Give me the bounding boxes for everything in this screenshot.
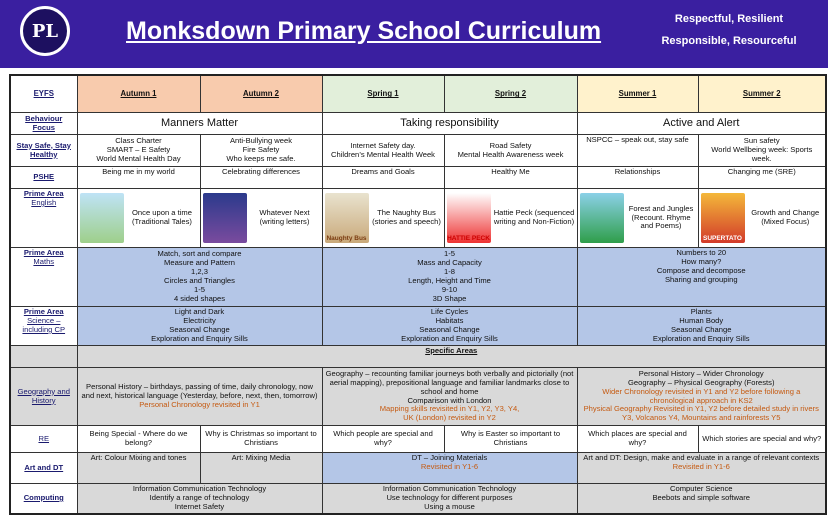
page-title: Monksdown Primary School Curriculum [126, 17, 602, 45]
row-stay-safe [10, 135, 826, 167]
geography-autumn [77, 368, 322, 426]
stay-safe-s2: Road Safety Mental Health Awareness week [444, 135, 577, 167]
row-maths [10, 248, 826, 307]
row-geography-history [10, 368, 826, 426]
row-label-english [10, 189, 77, 248]
col-summer-1: Summer 1 [577, 75, 698, 113]
book-cover-image [580, 193, 624, 243]
behaviour-autumn: Manners Matter [77, 113, 322, 135]
book-title: HATTIE PECK [447, 235, 490, 243]
prime-area-label: Prime Area [23, 248, 64, 257]
art-a1: Art: Colour Mixing and tones [77, 453, 200, 484]
maths-autumn: Match, sort and compare Measure and Pattern 1,2,3 Circles and Triangles 1-5 4 sided shapes [77, 248, 322, 307]
curriculum-table [9, 74, 827, 515]
header-row [10, 75, 826, 113]
pshe-u2: Changing me (SRE) [698, 167, 826, 189]
geography-spring-revisit: Mapping skills revisited in Y1, Y2, Y3, Y4, UK (London) revisited in Y2 [379, 404, 520, 423]
english-a1 [77, 189, 200, 248]
row-re [10, 426, 826, 453]
geography-spring-text: Geography – recounting familiar journeys both verbally and pictorially (not aerial mapping), prepositional language and familiar landmarks close to school and home Comparison with London [325, 368, 574, 405]
english-a2 [200, 189, 322, 248]
art-spring [322, 453, 577, 484]
row-science [10, 307, 826, 346]
row-label: Geography and History [10, 368, 77, 426]
prime-area-label: Prime Area [23, 189, 64, 198]
book-title: SUPERTATO [702, 235, 742, 243]
motto-line-1: Respectful, Resilient [674, 13, 784, 25]
stay-safe-u2: Sun safety World Wellbeing week: Sports week. [698, 135, 826, 167]
art-a2: Art: Mixing Media [200, 453, 322, 484]
re-a2: Why is Christmas so important to Christians [200, 426, 322, 453]
re-s1: Which people are special and why? [322, 426, 444, 453]
row-pshe [10, 167, 826, 189]
english-s2-text: Hattie Peck (sequenced writing and Non-Fiction) [493, 208, 575, 226]
book-cover-image [447, 193, 491, 243]
stay-safe-a1: Class Charter SMART – E Safety World Mental Health Day [77, 135, 200, 167]
pshe-u1: Relationships [577, 167, 698, 189]
school-logo [20, 6, 70, 56]
art-spring-text: DT – Joining Materials [411, 453, 488, 462]
row-label: Computing [10, 484, 77, 514]
computing-spring: Information Communication Technology Use technology for different purposes Using a mouse [322, 484, 577, 514]
stay-safe-u1: NSPCC – speak out, stay safe [577, 135, 698, 167]
col-summer-2: Summer 2 [698, 75, 826, 113]
row-behaviour [10, 113, 826, 135]
behaviour-summer: Active and Alert [577, 113, 826, 135]
book-cover-image [325, 193, 369, 243]
row-label: Stay Safe, Stay Healthy [10, 135, 77, 167]
pshe-s1: Dreams and Goals [322, 167, 444, 189]
english-u2 [698, 189, 826, 248]
subject-label: English [31, 197, 57, 207]
row-art-dt [10, 453, 826, 484]
subject-label: Science – including CP [22, 315, 66, 334]
specific-areas-heading: Specific Areas [77, 346, 826, 368]
geography-summer-text: Personal History – Wider Chronology Geography – Physical Geography (Forests) [628, 368, 775, 387]
english-u1-text: Forest and Jungles (Recount. Rhyme and Poems) [628, 203, 694, 231]
maths-summer: Numbers to 20 How many? Compose and decompose Sharing and grouping [577, 248, 826, 307]
row-label-maths [10, 248, 77, 307]
art-summer-text: Art and DT: Design, make and evaluate in a range of relevant contexts [583, 453, 820, 462]
re-u1: Which places are special and why? [577, 426, 698, 453]
geography-summer-revisit: Wider Chronology revisited in Y1 and Y2 before following a chronological approach in KS2 Physical Geography Revisited in Y1, Y2 before detailed study in rivers Y3, Volcanos Y4, Mountains and rainforests Y5 [583, 386, 819, 423]
art-summer [577, 453, 826, 484]
re-u2: Which stories are special and why? [698, 426, 826, 453]
science-autumn: Light and Dark Electricity Seasonal Change Exploration and Enquiry Sills [77, 307, 322, 346]
english-s1-text: The Naughty Bus (stories and speech) [372, 208, 441, 226]
english-u2-text: Growth and Change (Mixed Focus) [751, 208, 820, 226]
pshe-a2: Celebrating differences [200, 167, 322, 189]
header-banner [0, 0, 828, 68]
book-title: Naughty Bus [326, 235, 367, 243]
english-a2-text: Whatever Next (writing letters) [259, 208, 310, 226]
english-s2 [444, 189, 577, 248]
book-cover-image [80, 193, 124, 243]
col-autumn-2: Autumn 2 [200, 75, 322, 113]
computing-autumn: Information Communication Technology Identify a range of technology Internet Safety [77, 484, 322, 514]
specific-areas-spacer [10, 346, 77, 368]
maths-spring: 1-5 Mass and Capacity 1-8 Length, Height and Time 9-10 3D Shape [322, 248, 577, 307]
geography-autumn-revisit: Personal Chronology revisited in Y1 [139, 399, 260, 409]
book-cover-image [203, 193, 247, 243]
row-specific-areas [10, 346, 826, 368]
science-summer: Plants Human Body Seasonal Change Exploration and Enquiry Sills [577, 307, 826, 346]
row-label: Behaviour Focus [10, 113, 77, 135]
art-summer-revisit: Revisited in Y1-6 [672, 461, 730, 471]
re-a1: Being Special - Where do we belong? [77, 426, 200, 453]
behaviour-spring: Taking responsibility [322, 113, 577, 135]
art-spring-revisit: Revisited in Y1-6 [420, 461, 479, 471]
pshe-a1: Being me in my world [77, 167, 200, 189]
english-s1 [322, 189, 444, 248]
computing-summer: Computer Science Beebots and simple software [577, 484, 826, 514]
stay-safe-a2: Anti-Bullying week Fire Safety Who keeps me safe. [200, 135, 322, 167]
row-label-science [10, 307, 77, 346]
prime-area-label: Prime Area [23, 307, 64, 316]
col-spring-2: Spring 2 [444, 75, 577, 113]
row-computing [10, 484, 826, 514]
pshe-s2: Healthy Me [444, 167, 577, 189]
row-label: PSHE [10, 167, 77, 189]
col-autumn-1: Autumn 1 [77, 75, 200, 113]
motto-line-2: Responsible, Resourceful [661, 35, 797, 47]
geography-autumn-text: Personal History – birthdays, passing of time, daily chronology, now and next, historical language (Yesterday, before, next, then, tomorrow) [81, 382, 318, 401]
science-spring: Life Cycles Habitats Seasonal Change Exploration and Enquiry Sills [322, 307, 577, 346]
stay-safe-s1: Internet Safety day. Children’s Mental Health Week [322, 135, 444, 167]
book-cover-image [701, 193, 745, 243]
geography-spring [322, 368, 577, 426]
english-a1-text: Once upon a time (Traditional Tales) [132, 208, 192, 226]
re-s2: Why is Easter so important to Christians [444, 426, 577, 453]
subject-label: Maths [33, 256, 55, 266]
col-spring-1: Spring 1 [322, 75, 444, 113]
col-eyfs: EYFS [10, 75, 77, 113]
row-label: Art and DT [10, 453, 77, 484]
geography-summer [577, 368, 826, 426]
logo-monogram: PL [31, 20, 59, 42]
row-label: RE [10, 426, 77, 453]
english-u1 [577, 189, 698, 248]
row-english [10, 189, 826, 248]
